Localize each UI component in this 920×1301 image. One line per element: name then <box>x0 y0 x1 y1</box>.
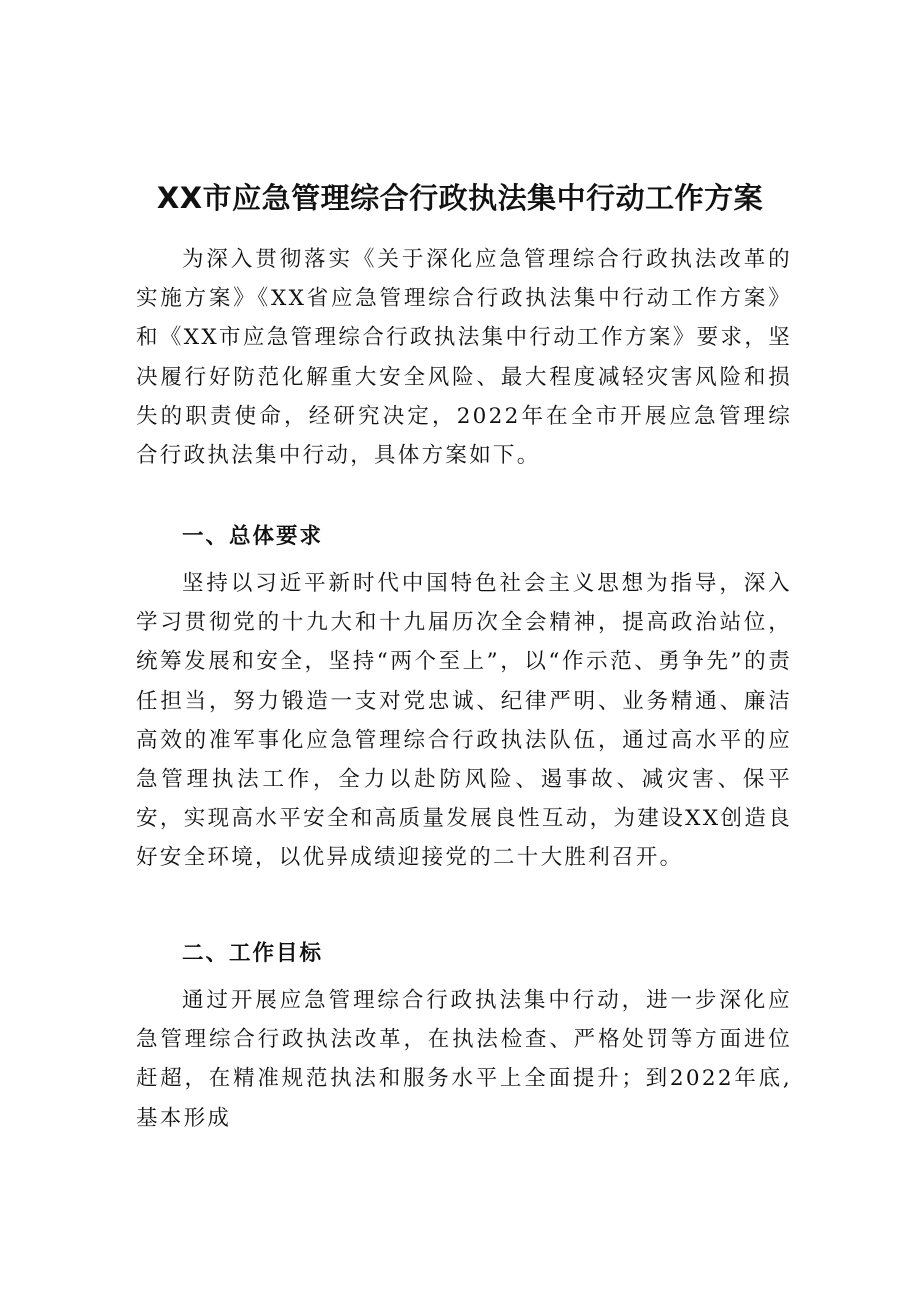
section-heading-overall-requirements: 一、总体要求 <box>182 524 324 549</box>
document-title: XX市应急管理综合行政执法集中行动工作方案 <box>156 181 764 215</box>
section-heading-work-goals: 二、工作目标 <box>182 941 324 966</box>
section-paragraph-work-goals: 通过开展应急管理综合行政执法集中行动，进一步深化应急管理综合行政执法改革，在执法检查、严格处罚等方面进位赶超，在精准规范执法和服务水平上全面提升；到2022年底,基本形成 <box>136 988 792 1131</box>
intro-paragraph: 为深入贯彻落实《关于深化应急管理综合行政执法改革的实施方案》《XX省应急管理综合行政执法集中行动工作方案》和《XX市应急管理综合行政执法集中行动工作方案》要求，坚决履行好防范化解重大安全风险、最大程度减轻灾害风险和损失的职责使命，经研究决定，2022年在全市开展应急管理综合行政执法集中行动，具体方案如下。 <box>136 247 792 469</box>
section-paragraph-overall-requirements: 坚持以习近平新时代中国特色社会主义思想为指导，深入学习贯彻党的十九大和十九届历次全会精神，提高政治站位，统筹发展和安全，坚持“两个至上”，以“作示范、勇争先”的责任担当，努力锻造一支对党忠诚、纪律严明、业务精通、廉洁高效的准军事化应急管理综合行政执法队伍，通过高水平的应急管理执法工作，全力以赴防风险、遏事故、减灾害、保平安，实现高水平安全和高质量发展良性互动，为建设XX创造良好安全环境，以优异成绩迎接党的二十大胜利召开。 <box>136 571 792 871</box>
